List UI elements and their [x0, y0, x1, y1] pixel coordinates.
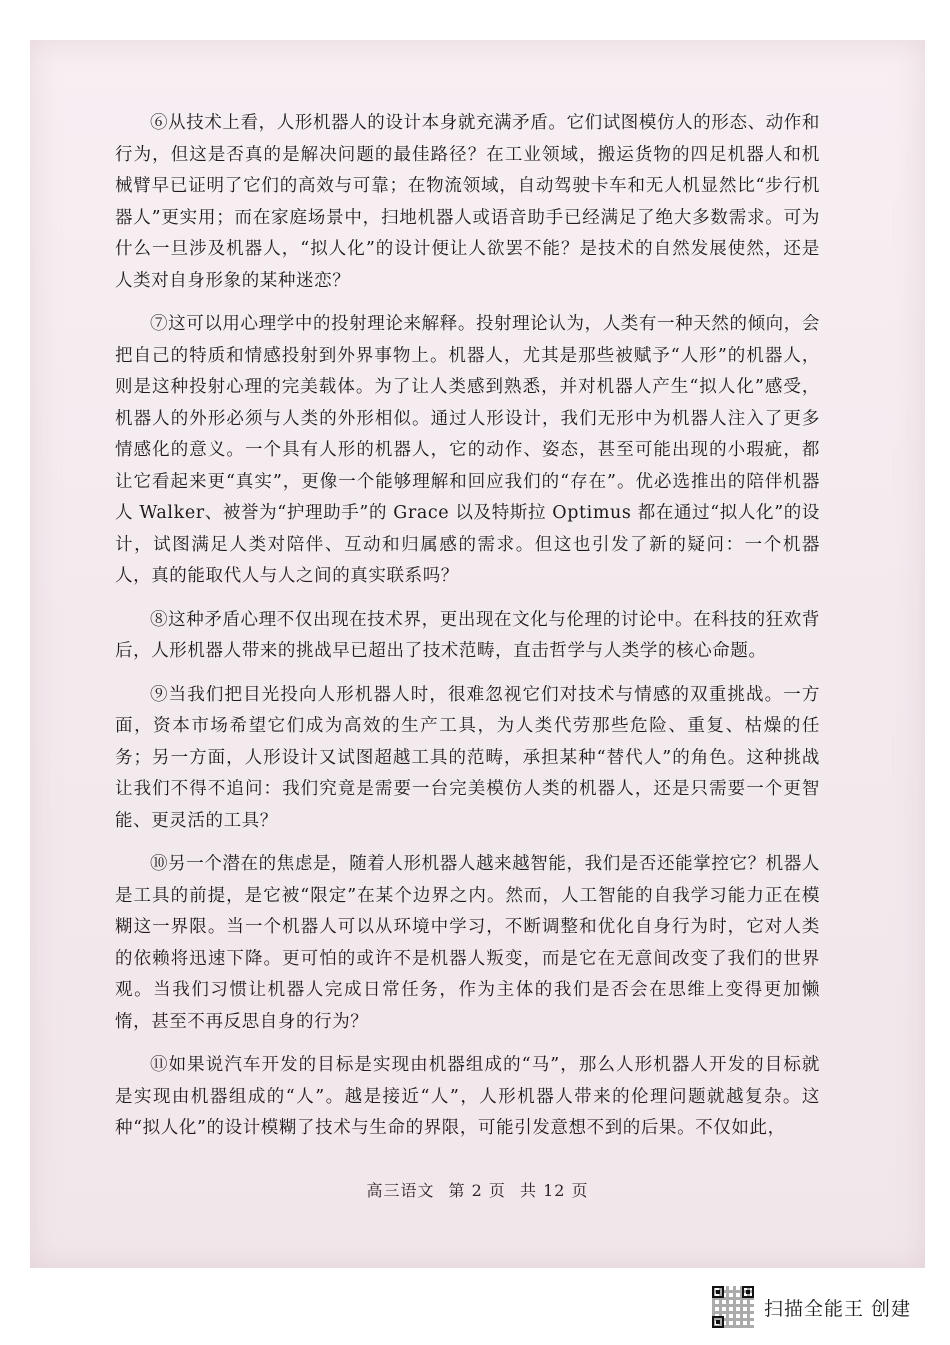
page-footer: [30, 1178, 925, 1201]
article-body: [115, 108, 820, 1157]
paragraph-6: ⑥从技术上看，人形机器人的设计本身就充满矛盾。它们试图模仿人的形态、动作和行为，但这是否真的是解决问题的最佳路径？在工业领域，搬运货物的四足机器人和机械臂早已证明了它们的高效与可靠；在物流领域，自动驾驶卡车和无人机显然比“步行机器人”更实用；而在家庭场景中，扫地机器人或语音助手已经满足了绝大多数需求。可为什么一旦涉及机器人，“拟人化”的设计便让人欲罢不能？是技术的自然发展使然，还是人类对自身形象的某种迷恋？: [115, 113, 820, 291]
footer-subject: 高三语文: [366, 1181, 435, 1200]
paragraph-8: ⑧这种矛盾心理不仅出现在技术界，更出现在文化与伦理的讨论中。在科技的狂欢背后，人形机器人带来的挑战早已超出了技术范畴，直击哲学与人类学的核心命题。: [115, 609, 820, 661]
watermark-text: 扫描全能王 创建: [764, 1297, 912, 1320]
paragraph-9: ⑨当我们把目光投向人形机器人时，很难忽视它们对技术与情感的双重挑战。一方面，资本市场希望它们成为高效的生产工具，为人类代劳那些危险、重复、枯燥的任务；另一方面，人形设计又试图超越工具的范畴，承担某种“替代人”的角色。这种挑战让我们不得不追问：我们究竟是需要一台完美模仿人类的机器人，还是只需要一个更智能、更灵活的工具？: [115, 684, 820, 831]
footer-page-number: 第 2 页: [448, 1181, 506, 1200]
paragraph-10: ⑩另一个潜在的焦虑是，随着人形机器人越来越智能，我们是否还能掌控它？机器人是工具的前提，是它被“限定”在某个边界之内。然而，人工智能的自我学习能力正在模糊这一界限。当一个机器人可以从环境中学习，不断调整和优化自身行为时，它对人类的依赖将迅速下降。更可怕的或许不是机器人叛变，而是它在无意间改变了我们的世界观。当我们习惯让机器人完成日常任务，作为主体的我们是否会在思维上变得更加懒惰，甚至不再反思自身的行为？: [115, 854, 820, 1032]
scanned-page: [30, 40, 925, 1268]
footer-total-pages: 共 12 页: [520, 1181, 589, 1200]
qr-code-icon: [712, 1286, 754, 1328]
paragraph-7: ⑦这可以用心理学中的投射理论来解释。投射理论认为，人类有一种天然的倾向，会把自己的特质和情感投射到外界事物上。机器人，尤其是那些被赋予“人形”的机器人，则是这种投射心理的完美载体。为了让人类感到熟悉，并对机器人产生“拟人化”感受，机器人的外形必须与人类的外形相似。通过人形设计，我们无形中为机器人注入了更多情感化的意义。一个具有人形的机器人，它的动作、姿态，甚至可能出现的小瑕疵，都让它看起来更“真实”，更像一个能够理解和回应我们的“存在”。优必选推出的陪伴机器人 Walker、被誉为“护理助手”的 Grace 以及特斯拉 Optimus 都在通过“拟人化”的设计，试图满足人类对陪伴、互动和归属感的需求。但这也引发了新的疑问：一个机器人，真的能取代人与人之间的真实联系吗？: [115, 314, 820, 586]
scanner-watermark: [712, 1285, 911, 1329]
paragraph-11: ⑪如果说汽车开发的目标是实现由机器组成的“马”，那么人形机器人开发的目标就是实现由机器组成的“人”。越是接近“人”，人形机器人带来的伦理问题就越复杂。这种“拟人化”的设计模糊了技术与生命的界限，可能引发意想不到的后果。不仅如此，: [115, 1055, 820, 1138]
